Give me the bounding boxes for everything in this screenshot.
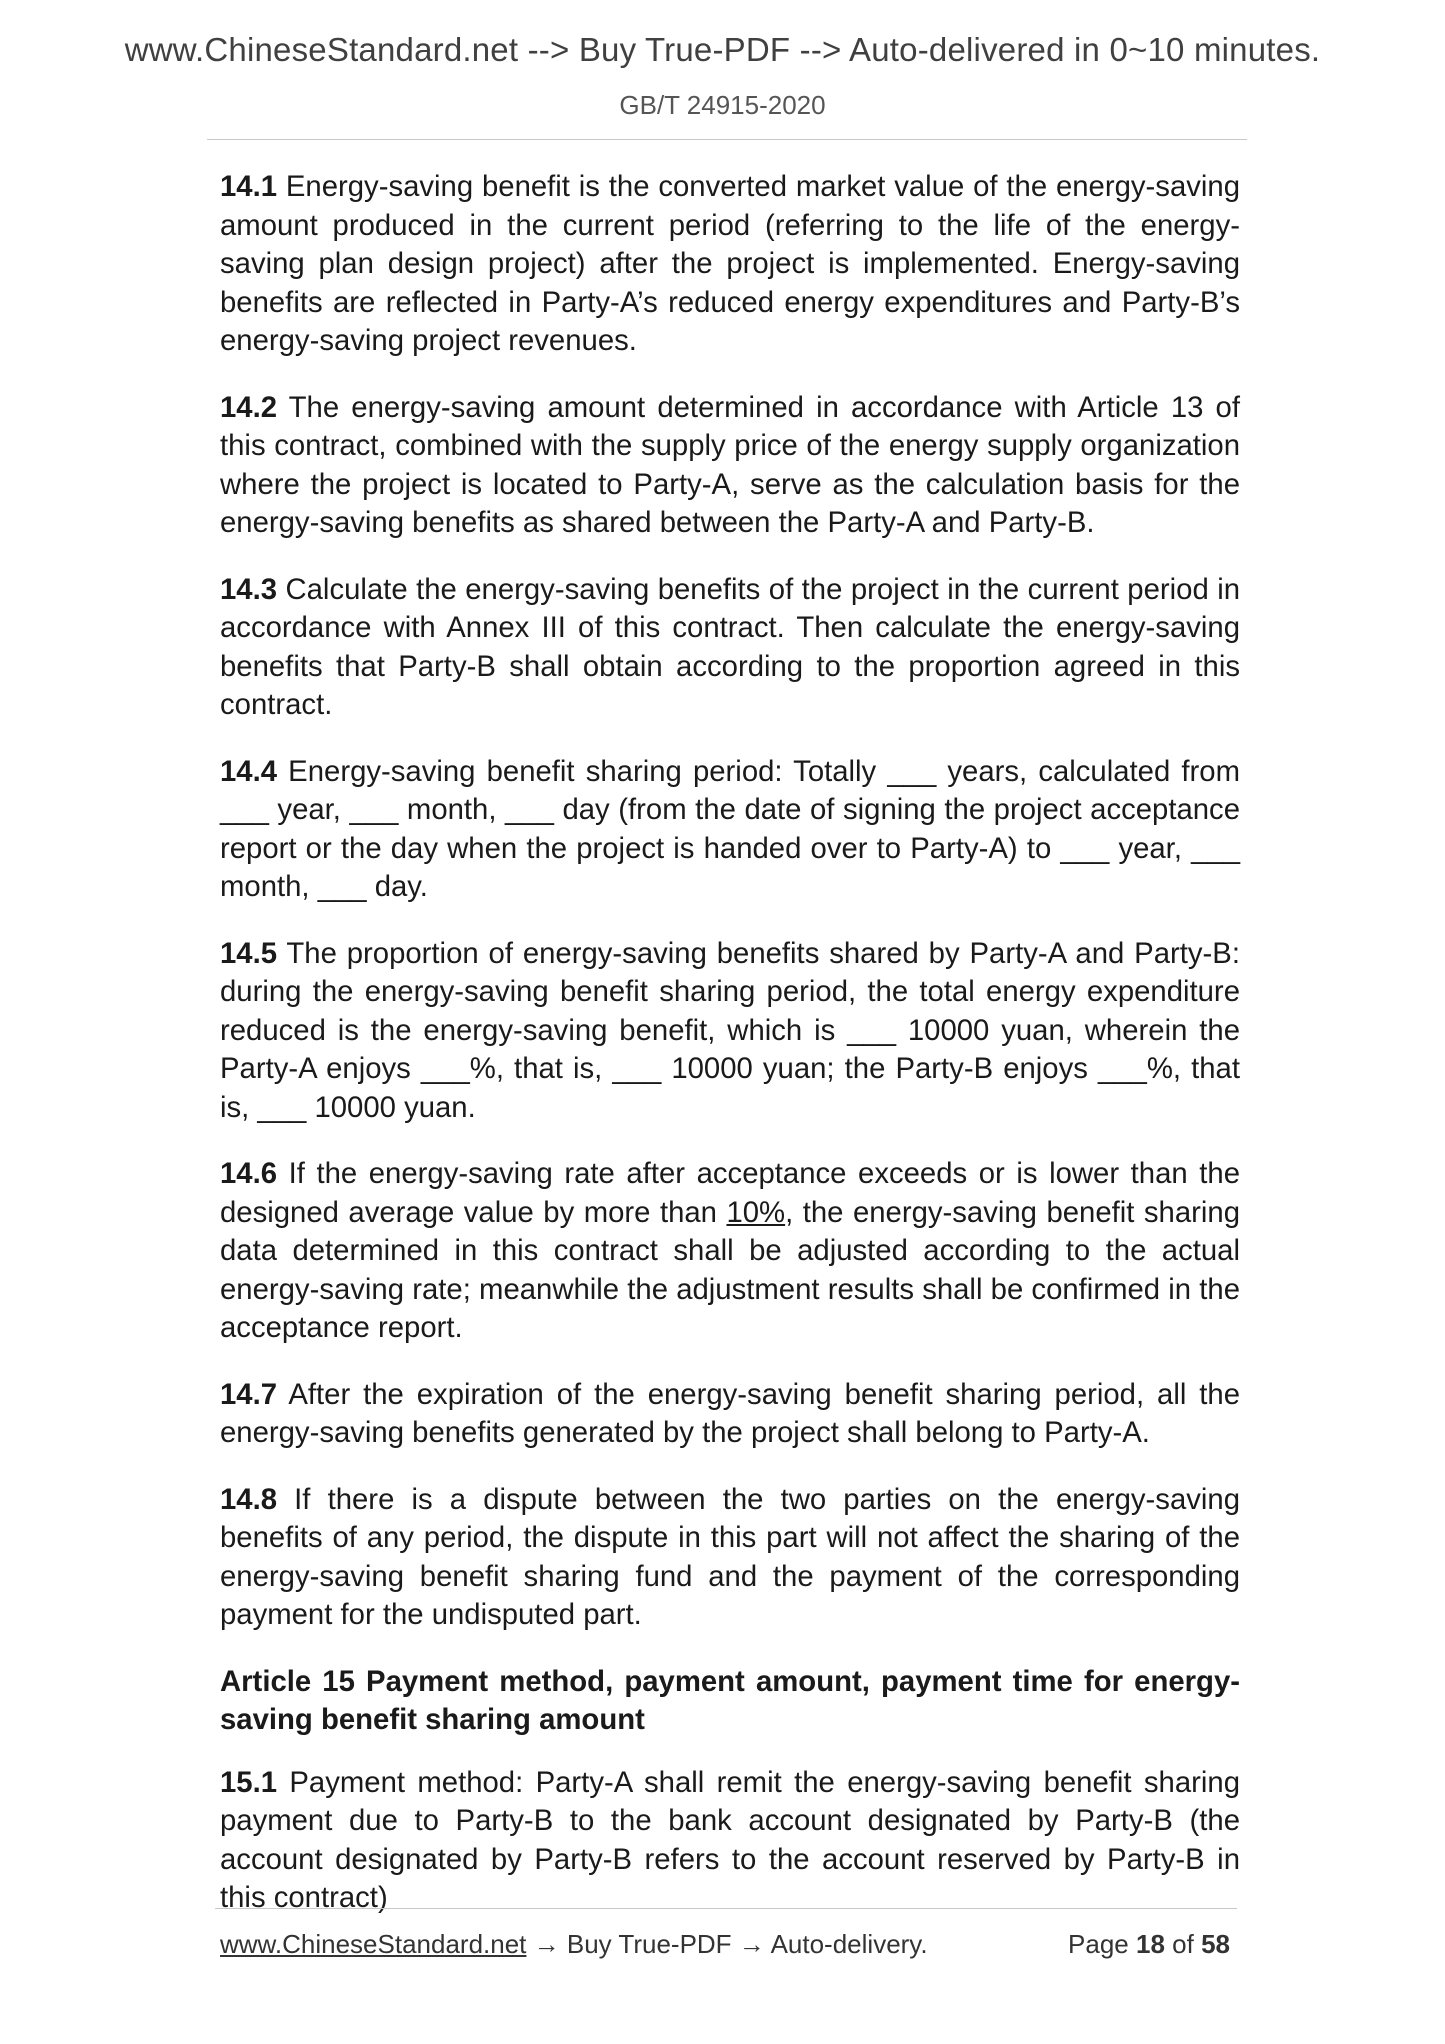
footer-tagline: → Buy True-PDF → Auto-delivery. [526,1929,928,1959]
document-body [220,168,1240,1946]
article-15-heading: Article 15 Payment method, payment amount, payment time for energy-saving benefit sharing amount [220,1664,1240,1736]
clause-number: 14.4 [220,754,278,788]
clause-number: 14.7 [220,1377,278,1411]
clause-number: 14.1 [220,170,278,203]
clause-text: Calculate the energy-saving benefits of the project in the current period in accordance with Annex III of this contract. Then calculate the energy-saving benefits that Party-B shall obtain according to the proportion agreed in this contract. [220,572,1240,721]
page-footer [220,1929,1230,1960]
clause-number: 15.1 [220,1765,278,1799]
clause-text: Payment method: Party-A shall remit the energy-saving benefit sharing payment due to Party-B to the bank account designated by Party-B (the account designated by Party-B refers to the account reserved by Party-B in this contract) [220,1765,1240,1914]
clause-text: If there is a dispute between the two parties on the energy-saving benefits of any period, the dispute in this part will not affect the sharing of the energy-saving benefit sharing fund and the payment of the corresponding payment for the undisputed part. [220,1482,1240,1631]
clause-text: After the expiration of the energy-saving benefit sharing period, all the energy-saving benefits generated by the project shall belong to Party-A. [220,1377,1240,1449]
clause-14-1 [220,168,1240,361]
clause-text: Energy-saving benefit is the converted market value of the energy-saving amount produced in the current period (referring to the life of the energy-saving plan design project) after the project is implemented. Energy-saving benefits are reflected in Party-A’s reduced energy expenditures and Party-B’s energy-saving project revenues. [220,170,1240,357]
current-page: 18 [1136,1929,1165,1959]
clause-14-2 [220,389,1240,543]
page-counter [1068,1929,1230,1960]
clause-number: 14.3 [220,572,278,606]
clause-text: Energy-saving benefit sharing period: Totally ___ years, calculated from ___ year, ___ month, ___ day (from the date of signing the project acceptance report or the day when the project is handed over to Party-A) to ___ year, ___ month, ___ day. [220,754,1240,903]
clause-15-1 [220,1764,1240,1918]
clause-14-4 [220,753,1240,907]
footer-divider [215,1908,1237,1909]
clause-number: 14.5 [220,936,278,970]
total-pages: 58 [1201,1929,1230,1959]
of-label: of [1172,1929,1194,1959]
page-label: Page [1068,1929,1129,1959]
clause-14-3 [220,571,1240,725]
clause-14-8 [220,1481,1240,1635]
clause-text: The proportion of energy-saving benefits shared by Party-A and Party-B: during the energy-saving benefit sharing period, the total energy expenditure reduced is the energy-saving benefit, which is ___ 10000 yuan, wherein the Party-A enjoys ___%, that is, ___ 10000 yuan; the Party-B enjoys ___%, that is, ___ 10000 yuan. [220,936,1240,1124]
clause-14-7 [220,1376,1240,1453]
underlined-threshold: 10% [726,1195,786,1229]
clause-number: 14.2 [220,390,278,424]
standard-code: GB/T 24915-2020 [619,90,826,120]
footer-site-link[interactable]: www.ChineseStandard.net [220,1929,527,1959]
clause-text: , the energy-saving benefit sharing data determined in this contract shall be adjusted according to the actual energy-saving rate; meanwhile the adjustment results shall be confirmed in the acceptance report. [220,1195,1240,1344]
clause-number: 14.6 [220,1157,278,1190]
clause-text: The energy-saving amount determined in accordance with Article 13 of this contract, combined with the supply price of the energy supply organization where the project is located to Party-A, serve as the calculation basis for the energy-saving benefits as shared between the Party-A and Party-B. [220,390,1240,539]
clause-14-6 [220,1155,1240,1348]
clause-number: 14.8 [220,1482,278,1516]
site-banner: www.ChineseStandard.net --> Buy True-PDF --> Auto-delivered in 0~10 minutes. [124,31,1321,68]
clause-text: If the energy-saving rate after acceptance exceeds or is lower than the designed average value by more than [220,1157,1240,1229]
clause-14-5 [220,935,1240,1128]
header-divider [207,139,1247,140]
